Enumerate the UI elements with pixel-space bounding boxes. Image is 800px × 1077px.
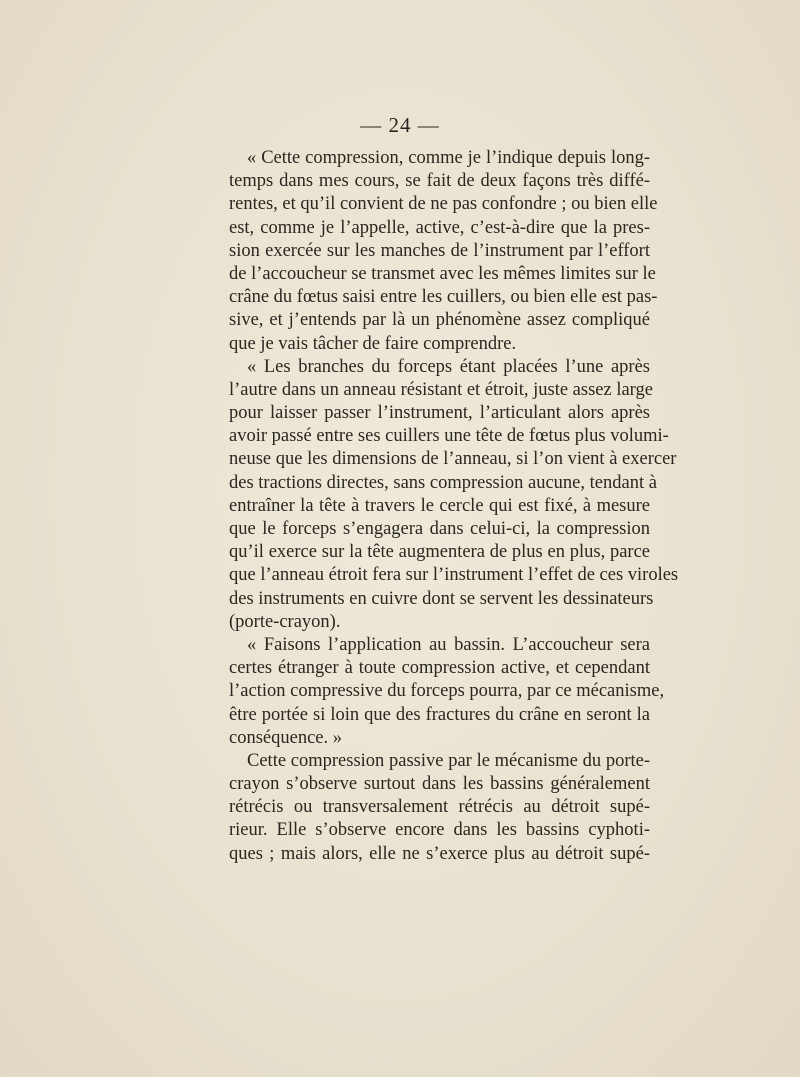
text-line: crayon s’observe surtout dans les bassins généralement xyxy=(229,774,650,795)
body-text xyxy=(229,147,679,866)
text-line: (porte-crayon). xyxy=(229,611,341,632)
text-line: que le forceps s’engagera dans celui-ci, la compression xyxy=(229,519,650,539)
text-line: qu’il exerce sur la tête augmentera de plus en plus, parce xyxy=(229,542,650,563)
text-line: temps dans mes cours, se fait de deux façons très diffé- xyxy=(229,171,650,192)
text-line: sive, et j’entends par là un phénomène assez compliqué xyxy=(229,310,650,331)
text-line: est, comme je l’appelle, active, c’est-à-dire que la pres- xyxy=(229,217,650,238)
text-line: des instruments en cuivre dont se servent les dessinateurs xyxy=(229,588,654,609)
text-line: crâne du fœtus saisi entre les cuillers, ou bien elle est pas- xyxy=(229,287,658,308)
text-line: « Les branches du forceps étant placées l’une après xyxy=(247,356,650,377)
text-line: de l’accoucheur se transmet avec les mêmes limites sur le xyxy=(229,263,656,284)
text-line: pour laisser passer l’instrument, l’articulant alors après xyxy=(229,403,650,424)
text-line: l’autre dans un anneau résistant et étroit, juste assez large xyxy=(229,379,653,400)
text-line: des tractions directes, sans compression aucune, tendant à xyxy=(229,472,657,493)
text-line: neuse que les dimensions de l’anneau, si l’on vient à exercer xyxy=(229,449,677,470)
text-line: avoir passé entre ses cuillers une tête de fœtus plus volumi- xyxy=(229,426,669,447)
text-line: rieur. Elle s’observe encore dans les bassins cyphoti- xyxy=(229,820,650,841)
text-line: ques ; mais alors, elle ne s’exerce plus au détroit supé- xyxy=(229,843,650,864)
text-line: l’action compressive du forceps pourra, par ce mécanisme, xyxy=(229,681,665,702)
text-line: conséquence. » xyxy=(229,727,343,748)
text-line: entraîner la tête à travers le cercle qui est fixé, à mesure xyxy=(229,495,650,516)
page-number: — 24 — xyxy=(360,113,440,137)
text-line: que je vais tâcher de faire comprendre. xyxy=(229,333,517,354)
text-line: être portée si loin que des fractures du crâne en seront la xyxy=(229,704,650,725)
text-line: rentes, et qu’il convient de ne pas confondre ; ou bien elle xyxy=(229,194,658,215)
text-line: « Faisons l’application au bassin. L’accoucheur sera xyxy=(247,634,650,655)
text-line: certes étranger à toute compression active, et cependant xyxy=(229,658,650,679)
text-line: que l’anneau étroit fera sur l’instrument l’effet de ces viroles xyxy=(229,565,679,586)
text-line: Cette compression passive par le mécanisme du porte- xyxy=(247,750,650,771)
text-line: sion exercée sur les manches de l’instrument par l’effort xyxy=(229,240,650,261)
text-line: rétrécis ou transversalement rétrécis au détroit supé- xyxy=(229,797,650,818)
text-line: « Cette compression, comme je l’indique depuis long- xyxy=(247,148,650,168)
